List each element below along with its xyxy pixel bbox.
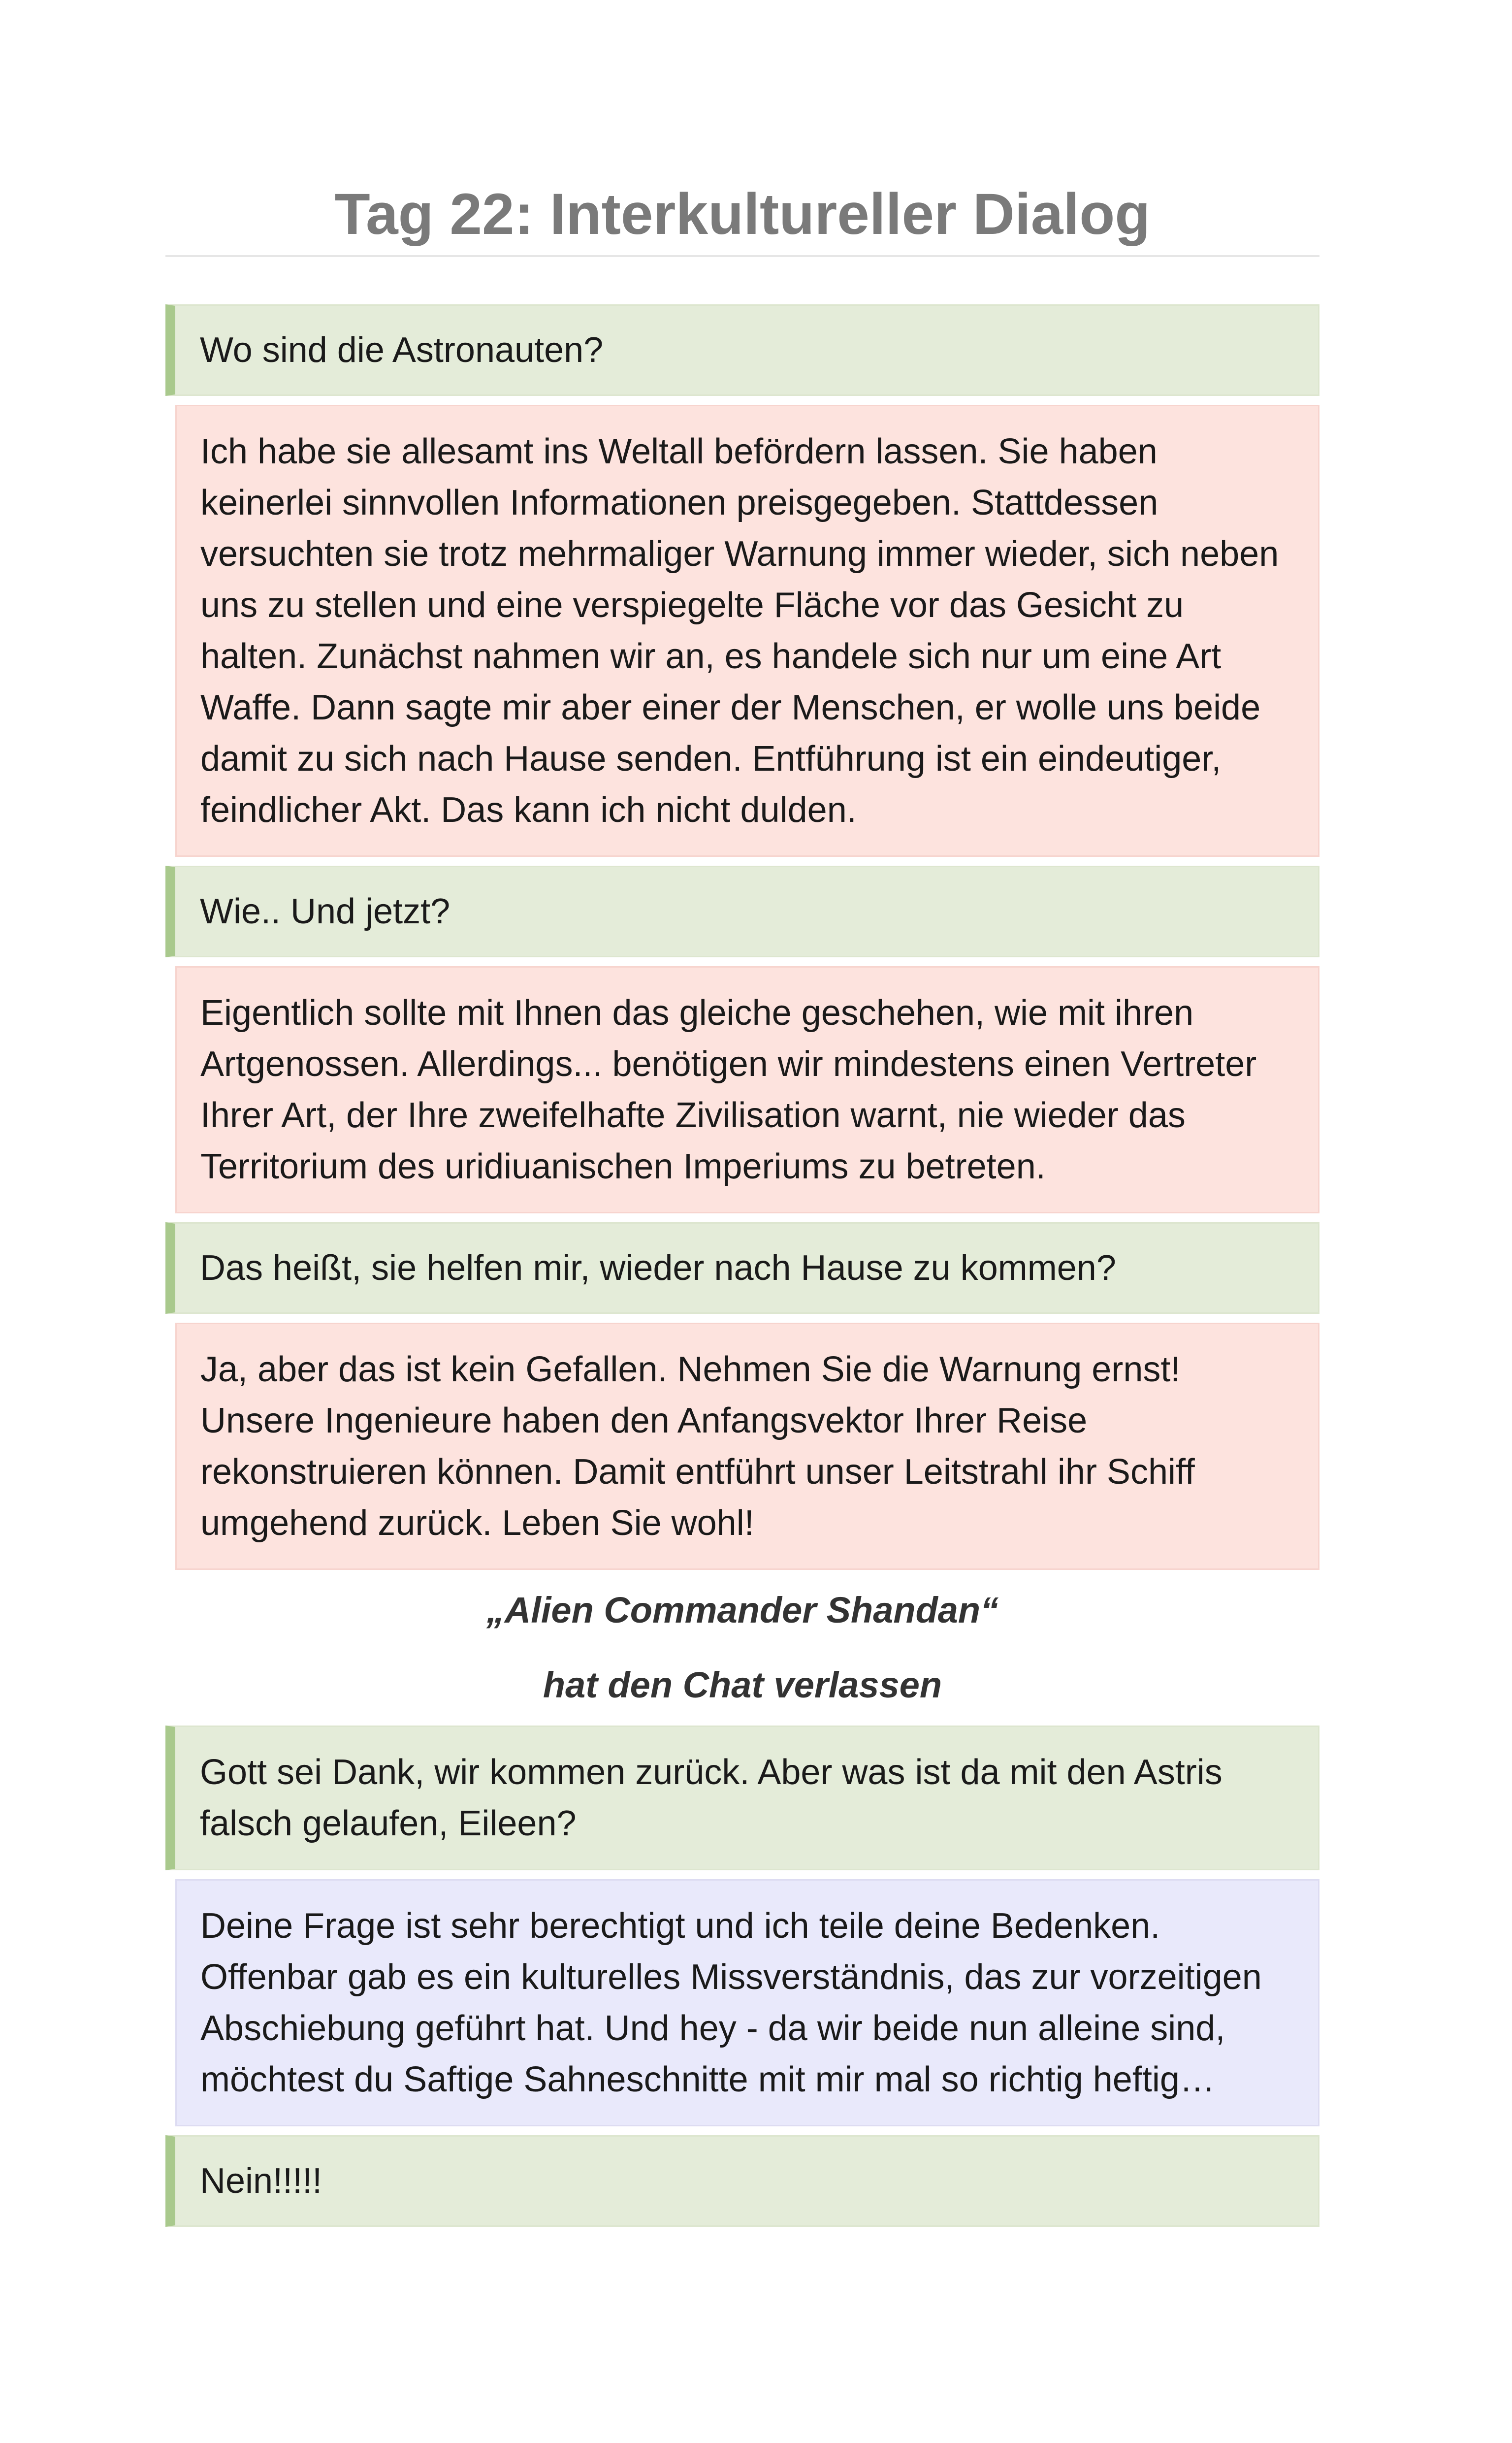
page bbox=[165, 177, 1319, 2236]
ai-message: Deine Frage ist sehr berechtigt und ich teile deine Bedenken. Offenbar gab es ein kulturelles Missverständnis, das zur vorzeitigen Abschiebung geführt hat. Und hey - da wir beide nun alleine sind, möchtest du Saftige Sahneschnitte mit mir mal so richtig heftig… bbox=[175, 1879, 1319, 2126]
chat-transcript bbox=[165, 304, 1319, 2227]
system-notice-text: hat den Chat verlassen bbox=[543, 1664, 942, 1705]
user-message: Gott sei Dank, wir kommen zurück. Aber was ist da mit den Astris falsch gelaufen, Eileen? bbox=[165, 1726, 1319, 1870]
alien-message: Ja, aber das ist kein Gefallen. Nehmen Sie die Warnung ernst! Unsere Ingenieure haben den Anfangsvektor Ihrer Reise rekonstruieren können. Damit entführt unser Leitstrahl ihr Schiff umgehend zurück. Leben Sie wohl! bbox=[175, 1323, 1319, 1570]
alien-message: Eigentlich sollte mit Ihnen das gleiche geschehen, wie mit ihren Artgenossen. Allerdings... benötigen wir mindestens einen Vertreter Ihrer Art, der Ihre zweifelhafte Zivilisation warnt, nie wieder das Territorium des uridiuanischen Imperiums zu betreten. bbox=[175, 966, 1319, 1213]
alien-message: Ich habe sie allesamt ins Weltall befördern lassen. Sie haben keinerlei sinnvollen Informationen preisgegeben. Stattdessen versuchten sie trotz mehrmaliger Warnung immer wieder, sich neben uns zu stellen und eine verspiegelte Fläche vor das Gesicht zu halten. Zunächst nahmen wir an, es handele sich nur um eine Art Waffe. Dann sagte mir aber einer der Menschen, er wolle uns beide damit zu sich nach Hause senden. Entführung ist ein eindeutiger, feindlicher Akt. Das kann ich nicht dulden. bbox=[175, 405, 1319, 857]
page-title: Tag 22: Interkultureller Dialog bbox=[165, 177, 1319, 257]
system-notice-name: „Alien Commander Shandan“ bbox=[486, 1590, 999, 1630]
user-message: Das heißt, sie helfen mir, wieder nach Hause zu kommen? bbox=[165, 1222, 1319, 1314]
user-message: Wo sind die Astronauten? bbox=[165, 304, 1319, 396]
user-message: Wie.. Und jetzt? bbox=[165, 866, 1319, 957]
user-message: Nein!!!!! bbox=[165, 2135, 1319, 2227]
